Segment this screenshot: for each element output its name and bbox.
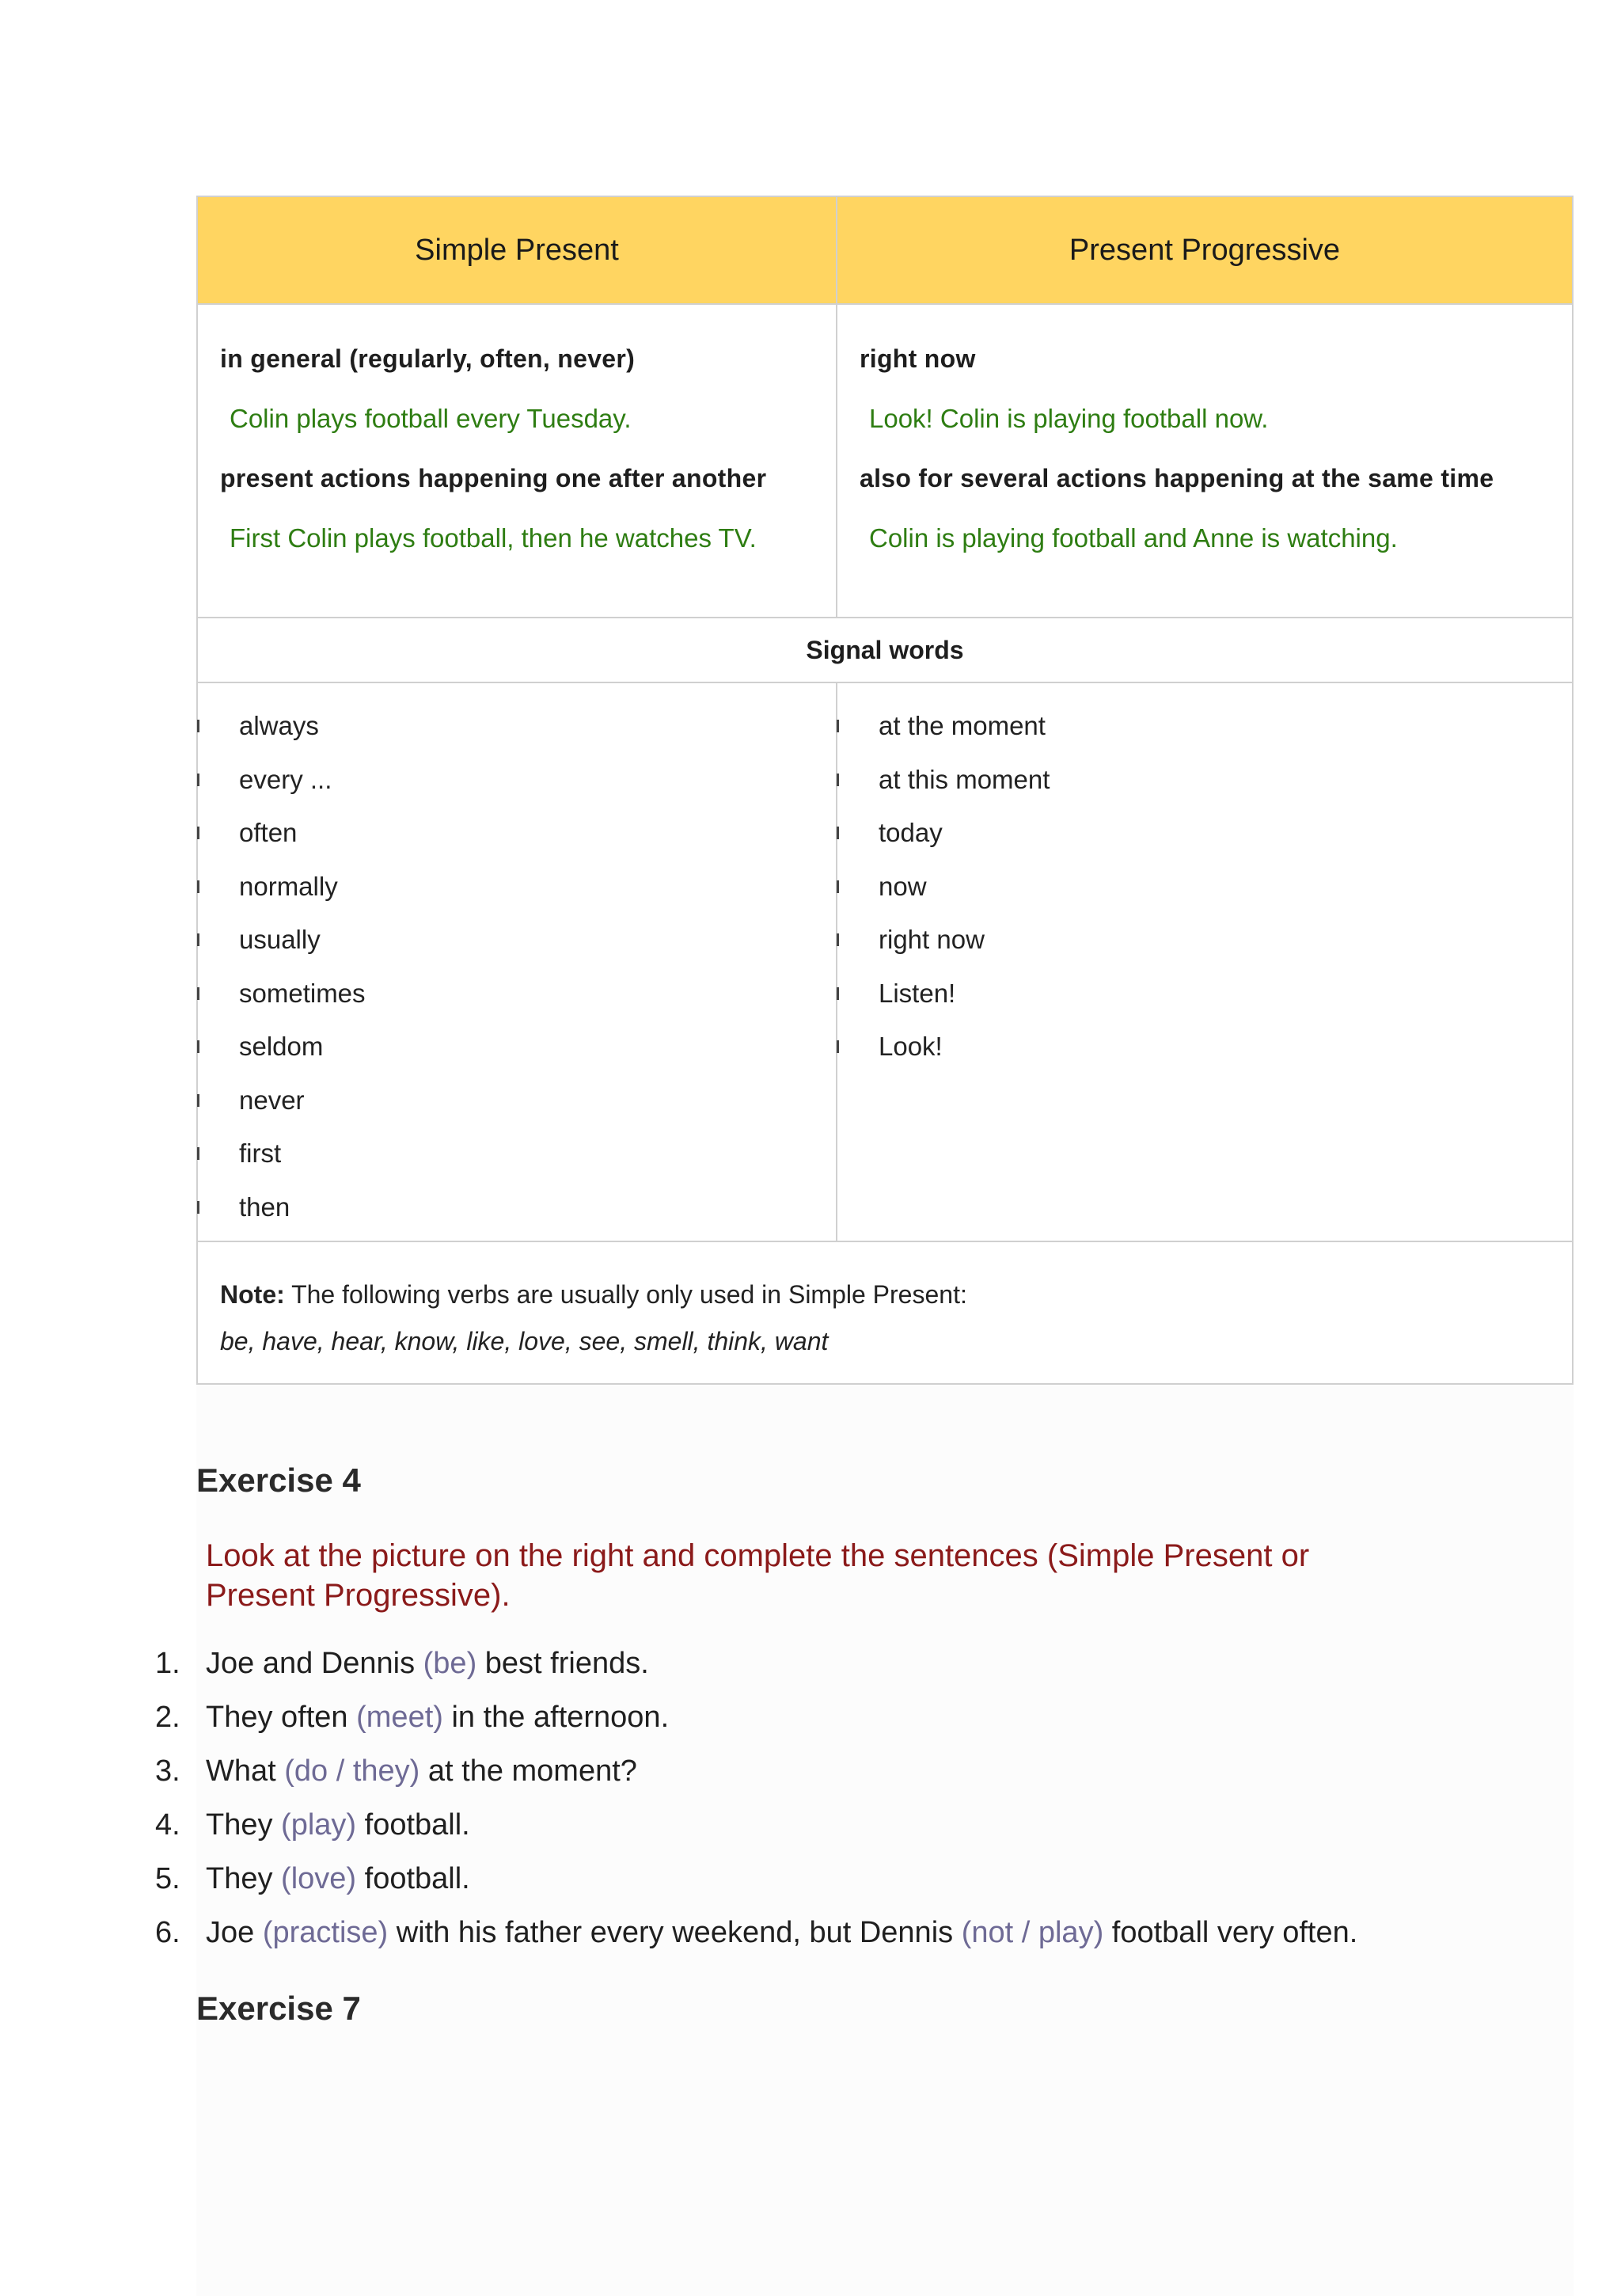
note-body: The following verbs are usually only used in Simple Present: [284,1280,967,1309]
bullet-mark [197,1040,199,1053]
sentence-number: 2. [155,1701,180,1734]
signal-word [198,1127,836,1180]
exercise-sentence [0,1647,1621,1701]
exercise-sentence-list [0,1647,1621,1970]
signal-word [837,913,1572,967]
usage-heading: right now [860,344,976,373]
bullet-mark [837,774,839,786]
signal-word-text: first [239,1138,282,1168]
signal-word-text: every ... [239,764,332,794]
exercise-4-title: Exercise 4 [196,1462,361,1499]
note-text [220,1280,1572,1310]
signal-word [837,753,1572,807]
bullet-mark [197,720,199,732]
sentence-fragment: best friends. [476,1647,649,1680]
exercise-7-title: Exercise 7 [196,1990,361,2027]
signal-words-row [197,618,1573,682]
signal-word [198,1180,836,1234]
bullet-mark [837,720,839,732]
verb-hint: (do / they) [284,1754,420,1788]
sentence-fragment: in the afternoon. [442,1701,670,1734]
signal-word-text: often [239,818,298,847]
bullet-mark [837,1040,839,1053]
signal-word-text: at this moment [879,764,1050,794]
sentence-number: 3. [155,1754,180,1788]
sentence-number: 4. [155,1808,180,1842]
usage-example: Colin is playing football and Anne is watching. [869,523,1398,553]
sentence-fragment: They [206,1808,282,1842]
verb-hint: (play) [281,1808,357,1842]
sentence-fragment: Joe and Dennis [206,1647,423,1680]
note-verbs: be, have, hear, know, like, love, see, smell, think, want [220,1327,829,1355]
signal-words-lists-row [197,682,1573,1241]
bullet-mark [837,827,839,839]
sentence-fragment: Joe [206,1916,263,1949]
sentence-fragment: football very often. [1103,1916,1358,1949]
sentence-fragment: They often [206,1701,357,1734]
sentence-fragment: What [206,1754,285,1788]
signal-word [837,1020,1572,1074]
bullet-mark [197,1201,199,1214]
note-label: Note: [220,1280,285,1309]
bullet-mark [837,880,839,893]
signal-word-text: then [239,1192,290,1222]
signal-word [198,1020,836,1074]
usage-heading: present actions happening one after another [220,464,767,492]
exercise-instruction: Look at the picture on the right and complete the sentences (Simple Present or Present Progressive). [206,1538,1310,1613]
signal-word-text: today [879,818,943,847]
signal-word [837,967,1572,1021]
sentence-text [206,1808,470,1842]
signal-word [198,753,836,807]
present-progressive-usage [837,304,1573,618]
signal-word-text: always [239,711,319,740]
usage-example: Look! Colin is playing football now. [869,404,1269,433]
usage-example: First Colin plays football, then he watches TV. [230,523,757,553]
present-progressive-signal-words [837,682,1573,1241]
signal-word-text: now [879,871,927,901]
bullet-mark [197,880,199,893]
exercise-sentence [0,1916,1621,1970]
sentence-fragment: at the moment? [419,1754,637,1788]
verb-hint: (meet) [356,1701,443,1734]
bullet-mark [197,827,199,839]
simple-present-signal-words [197,682,837,1241]
bullet-mark [197,1094,199,1107]
sentence-fragment: They [206,1862,282,1895]
sentence-text [206,1647,649,1681]
tense-comparison-table [196,196,1574,1385]
signal-word [198,967,836,1021]
signal-word-text: at the moment [879,711,1046,740]
note-row [197,1241,1573,1384]
note-cell [197,1241,1573,1384]
sentence-text [206,1916,1357,1950]
verb-hint: (not / play) [961,1916,1104,1949]
sentence-text [206,1862,470,1896]
signal-word-text: right now [879,925,985,954]
exercise-sentence [0,1808,1621,1862]
exercise-sentence [0,1754,1621,1808]
signal-word [198,913,836,967]
verb-hint: (love) [281,1862,357,1895]
bullet-mark [837,933,839,946]
bullet-mark [197,987,199,1000]
signal-word [198,699,836,753]
sentence-number: 1. [155,1647,180,1680]
usage-heading: in general (regularly, often, never) [220,344,636,373]
usage-example: Colin plays football every Tuesday. [230,404,632,433]
signal-word-text: seldom [239,1032,324,1061]
header-simple-present: Simple Present [197,196,837,304]
bullet-mark [197,933,199,946]
signal-word-text: usually [239,925,321,954]
signal-word-list [837,683,1572,1074]
sentence-number: 5. [155,1862,180,1895]
header-present-progressive: Present Progressive [837,196,1573,304]
sentence-fragment: football. [356,1862,470,1895]
usage-heading: also for several actions happening at the same time [860,464,1494,492]
signal-word-text: Look! [879,1032,943,1061]
bullet-mark [197,1147,199,1160]
signal-words-heading: Signal words [197,618,1573,682]
usage-row [197,304,1573,618]
sentence-fragment: with his father every weekend, but Dennis [388,1916,962,1949]
exercise-sentence [0,1701,1621,1754]
sentence-text [206,1754,637,1789]
table-header-row [197,196,1573,304]
signal-word-text: never [239,1085,305,1115]
bullet-mark [197,774,199,786]
verb-hint: (practise) [262,1916,389,1949]
exercise-sentence [0,1862,1621,1916]
signal-word [198,860,836,914]
signal-word [837,699,1572,753]
sentence-number: 6. [155,1916,180,1949]
signal-word [198,806,836,860]
sentence-fragment: football. [356,1808,470,1842]
signal-word-text: sometimes [239,978,366,1008]
simple-present-usage [197,304,837,618]
signal-word-list [198,683,836,1234]
sentence-text [206,1701,669,1735]
signal-word [837,860,1572,914]
verb-hint: (be) [423,1647,477,1680]
bullet-mark [837,987,839,1000]
signal-word [837,806,1572,860]
signal-word [198,1074,836,1127]
signal-word-text: Listen! [879,978,956,1008]
signal-word-text: normally [239,871,338,901]
